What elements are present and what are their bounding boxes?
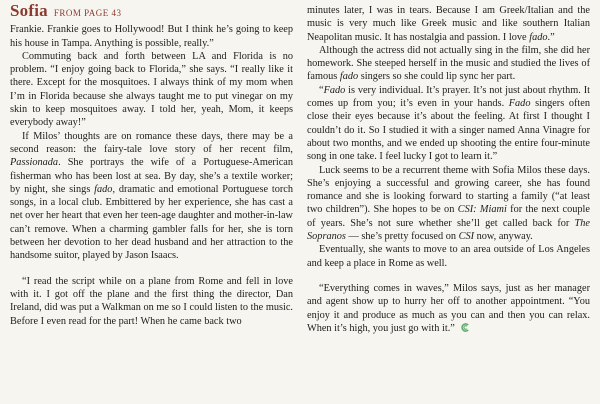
text-run: for the next couple of years. She’s not sure whether she’ll get called back for	[307, 204, 590, 229]
article-kicker: Sofia	[10, 1, 48, 20]
article-columns	[10, 1, 590, 335]
text-run: . She portrays the wife of a Portuguese-American fisherman who has been lost at sea. By day, she’s a textile worker; by night, she sings	[10, 157, 293, 195]
paragraph	[307, 282, 590, 335]
text-run: singers so she could lip sync her part.	[358, 71, 516, 83]
show-title: The Sopranos	[307, 217, 590, 243]
paragraph: Frankie. Frankie goes to Hollywood! But I think he’s going to keep his house in Tampa. Anything is possible, really.”	[10, 24, 293, 49]
right-column	[307, 4, 590, 335]
left-column	[10, 1, 293, 328]
continuation-header	[10, 1, 293, 20]
text-run: singers often close their eyes because it’s about the feeling. At first I thought I couldn’t do it. So I studied it with a singer named Anna Vinagre for about two months, and we ended up shooting the entire four-minute song in one take. I feel lucky I got to learn it.”	[307, 98, 590, 163]
text-run: If Milos’ thoughts are on romance these days, there may be a second reason: the fairy-tale love story of her recent film,	[10, 130, 293, 155]
text-run: , dramatic and emotional Portuguese torch songs, in a local club. Embittered by her experience, she has cast a net over her heart that even her teen-age daughter and mother-in-law can’t remove. When a charming gambler falls for her, she is torn between her devotion to her dead husband and her attraction to the handsome suitor, played by Jason Isaacs.	[10, 183, 293, 262]
genre-term: Fado	[508, 98, 531, 110]
show-title: CSI: Miami	[457, 204, 507, 216]
paragraph: “Fado is very individual. It’s prayer. It’s not just about rhythm. It comes up from you; it’s even in your hands. Fado singers often close their eyes because it’s about the feeling. At first I thought I couldn’t do it. So I studied it with a singer named Anna Vinagre for about two months, and we ended up shooting the entire four-minute song in one take. I feel lucky I got to learn it.”	[307, 84, 590, 163]
paragraph: Commuting back and forth between LA and Florida is no problem. “I enjoy going back to Florida,” she says. “I really like it there. Except for the mosquitoes. I always think of my mom when I’m in Florida because she always taught me to put vinegar on my skin to keep mosquitoes away. I told her, yeah, Mom, it keeps everybody away!”	[10, 50, 293, 129]
genre-term: Fado	[323, 84, 346, 96]
end-mark-icon	[461, 323, 470, 332]
text-run: “Everything comes in waves,” Milos says, just as her manager and agent show up to hurry her off to another appointment. “You enjoy it and produce as much as you can and then you can relax. When it’s high, you just go with it.”	[307, 282, 590, 334]
paragraph	[307, 44, 590, 84]
jump-line: FROM PAGE 43	[53, 8, 122, 18]
text-run: Luck seems to be a recurrent theme with Sofia Milos these days. She’s enjoying a successful and growing career, she has found romance and she is looking forward to starting a family (“at least two children”). She hopes to be on	[307, 164, 590, 216]
genre-term: fado	[529, 31, 548, 43]
text-run: .”	[547, 31, 555, 43]
show-title: CSI	[458, 231, 475, 243]
genre-term: fado	[94, 183, 113, 195]
paragraph: “I read the script while on a plane from Rome and fell in love with it. I got off the plane and the first thing the director, Dan Ireland, did was put a Walkman on me so I could listen to the music. Before I even read for the part! When he came back two	[10, 275, 293, 327]
text-run: — she’s pretty focused on	[345, 231, 459, 243]
text-run: minutes later, I was in tears. Because I am Greek/Italian and the music is very much like Greek music and like southern Italian Neapolitan music. It has nostalgia and passion. I love	[307, 5, 590, 43]
text-run: Although the actress did not actually sing in the film, she did her homework. She steeped herself in the music and studied the lives of famous	[307, 44, 590, 83]
text-run: now, anyway.	[474, 231, 533, 243]
paragraph	[307, 164, 590, 244]
paragraph	[307, 4, 590, 44]
paragraph	[10, 130, 293, 263]
paragraph: Eventually, she wants to move to an area outside of Los Angeles and keep a place in Rome as well.	[307, 244, 590, 269]
genre-term: fado	[339, 71, 359, 83]
film-title: Passionada	[10, 157, 59, 169]
text-run: is very individual. It’s prayer. It’s not just about rhythm. It comes up from you; it’s even in your hands.	[307, 84, 590, 110]
